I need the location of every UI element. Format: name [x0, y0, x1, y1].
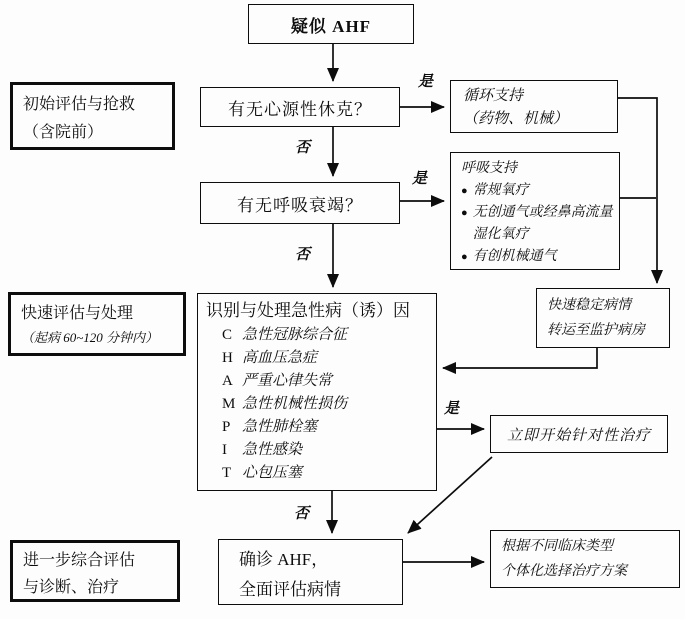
individualized-line1: 根据不同临床类型: [501, 539, 613, 554]
node-stage-rapid-assessment: [8, 292, 186, 356]
cause-item-a: [206, 370, 436, 393]
champit-title: 识别与处理急性病（诱）因: [206, 301, 410, 320]
label-no-shock: 否: [295, 140, 311, 156]
node-individualized-plan: [490, 530, 680, 588]
node-targeted-treatment: [490, 415, 668, 453]
cause-label: 急性肺栓塞: [242, 418, 318, 435]
arrow-stabilize-to-champit: [443, 348, 597, 368]
label-yes-cause: 是: [444, 401, 460, 417]
node-stage-further-evaluation: [10, 540, 180, 602]
node-stage-initial-assessment: [10, 82, 175, 150]
bullet-icon: ●: [461, 251, 468, 264]
circ-line2: （药物、机械）: [463, 111, 569, 128]
cause-letter: M: [222, 395, 236, 412]
label-no-cause: 否: [294, 506, 310, 522]
cause-item-m: [206, 393, 436, 416]
cause-letter: P: [222, 418, 231, 435]
stage3-line2: 与诊断、治疗: [23, 579, 120, 597]
confirm-line2: 全面评估病情: [239, 579, 341, 599]
node-question-cardiogenic-shock: [200, 87, 400, 127]
node-question-respiratory-failure: [200, 182, 400, 224]
stabilize-line2: 转运至监护病房: [547, 323, 645, 339]
label-yes-shock: 是: [418, 74, 434, 90]
arrow-circ-to-stabilize: [618, 98, 657, 283]
circ-line1: 循环支持: [463, 88, 524, 104]
label-yes-resp: 是: [412, 171, 428, 187]
cause-item-i: [206, 439, 436, 462]
stage3-line1: 进一步综合评估: [23, 552, 136, 569]
cause-label: 急性感染: [242, 441, 303, 458]
cause-label: 急性冠脉综合征: [242, 326, 348, 343]
stage1-line2: （含院前）: [23, 124, 104, 141]
cause-label: 心包压塞: [242, 465, 303, 482]
cause-label: 高血压急症: [242, 349, 318, 366]
cause-letter: I: [222, 441, 227, 458]
confirm-line1: 确诊 AHF，: [239, 550, 329, 569]
cause-item-c: [206, 324, 436, 347]
stage2-line2: （起病 60~120 分钟内）: [21, 330, 159, 346]
cause-item-h: [206, 347, 436, 370]
stage1-line1: 初始评估与抢救: [23, 96, 136, 113]
resp-item-label: 无创通气或经鼻高流量湿化氧疗: [472, 205, 613, 243]
node-confirm-ahf: [218, 539, 403, 605]
individualized-line2: 个体化选择治疗方案: [501, 563, 627, 579]
cause-letter: A: [222, 372, 233, 389]
question-shock-label: 有无心源性休克？: [228, 99, 372, 119]
resp-item: [461, 180, 615, 202]
resp-item: [461, 246, 615, 268]
label-no-resp: 否: [295, 247, 311, 263]
stabilize-line1: 快速稳定病情: [547, 298, 631, 313]
cause-item-t: [206, 462, 436, 485]
cause-label: 严重心律失常: [242, 372, 333, 389]
node-circulatory-support: [450, 80, 618, 133]
stage2-line1: 快速评估与处理: [21, 305, 134, 322]
bullet-icon: ●: [461, 185, 468, 198]
node-respiratory-support: [450, 152, 620, 270]
cause-item-p: [206, 416, 436, 439]
question-resp-label: 有无呼吸衰竭？: [237, 195, 363, 215]
cause-letter: H: [222, 349, 233, 366]
cause-label: 急性机械性损伤: [242, 395, 348, 412]
resp-item: [461, 202, 615, 246]
cause-letter: T: [222, 465, 232, 482]
targeted-label: 立即开始针对性治疗: [506, 427, 651, 444]
node-suspected-ahf: [248, 4, 414, 44]
resp-item-label: 有创机械通气: [472, 249, 557, 265]
node-stabilize-transfer: [536, 288, 670, 348]
resp-item-label: 常规氧疗: [472, 183, 529, 199]
node-champit-causes: [197, 293, 437, 491]
cause-letter: C: [222, 326, 233, 343]
node-suspected-ahf-label: 疑似 AHF: [290, 16, 372, 36]
bullet-icon: ●: [461, 207, 468, 220]
resp-title: 呼吸支持: [461, 161, 517, 176]
